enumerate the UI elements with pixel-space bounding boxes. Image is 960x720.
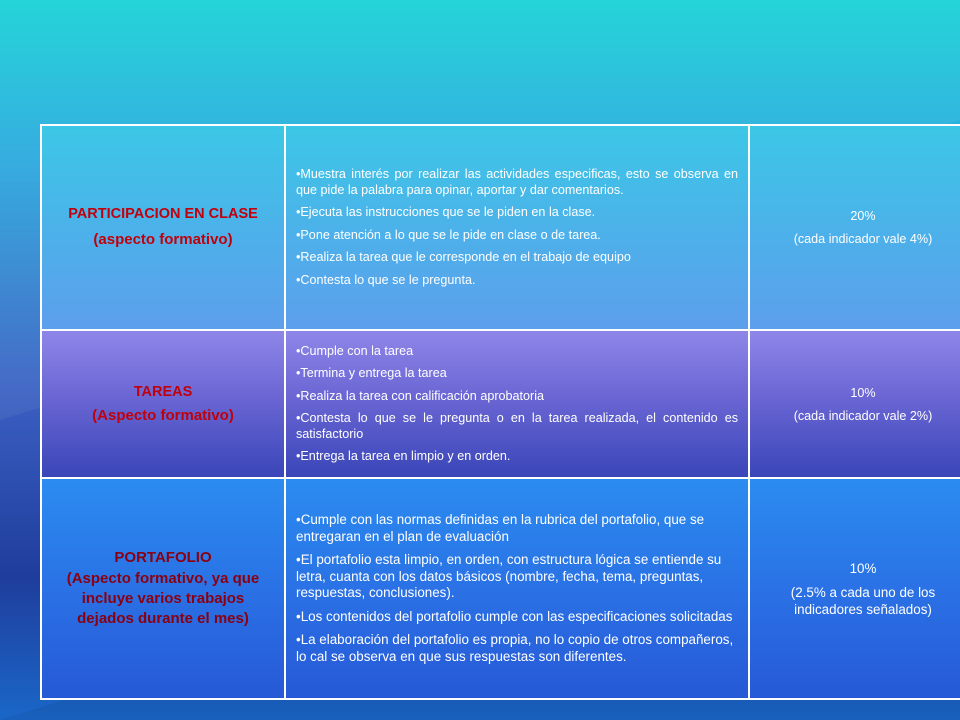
indicator-item: •El portafolio esta limpio, en orden, con estructura lógica se entiende su letra, cuanta con los datos básicos (nombre, fecha, tema, preguntas, respuestas, conclusiones).	[296, 552, 722, 600]
criterion-cell	[41, 125, 285, 330]
criterion-subtitle: (Aspecto formativo)	[92, 406, 234, 424]
criterion-title: PORTAFOLIO	[114, 549, 212, 566]
indicator-item: •Ejecuta las instrucciones que se le piden en la clase.	[296, 205, 596, 219]
indicator-item: •Contesta lo que se le pregunta o en la tarea realizada, el contenido es satisfactorio	[296, 411, 738, 441]
indicator-item: •Realiza la tarea con calificación aprobatoria	[296, 388, 545, 403]
criterion-title: TAREAS	[133, 383, 193, 400]
weight-cell	[749, 330, 960, 478]
weight-percent: 10%	[850, 385, 876, 400]
criterion-cell	[41, 330, 285, 478]
indicator-item: •Contesta lo que se le pregunta.	[296, 272, 476, 287]
weight-note: (cada indicador vale 2%)	[793, 408, 933, 423]
criterion-cell	[41, 478, 285, 699]
indicator-item: •Cumple con las normas definidas en la rubrica del portafolio, que se entregaran en el plan de evaluación	[296, 512, 705, 544]
criterion-subtitle: (Aspecto formativo, ya que incluye varios trabajos dejados durante el mes)	[66, 570, 260, 627]
indicators-cell	[285, 478, 749, 699]
weight-cell	[749, 478, 960, 699]
weight-cell	[749, 125, 960, 330]
weight-note: (cada indicador vale 4%)	[793, 232, 933, 246]
table-row-portafolio	[41, 478, 960, 699]
criterion-title: PARTICIPACION EN CLASE	[68, 206, 258, 222]
indicator-item: •Realiza la tarea que le corresponde en el trabajo de equipo	[296, 250, 631, 264]
indicator-item: •Cumple con la tarea	[296, 343, 414, 358]
table-row-participacion	[41, 125, 960, 330]
indicator-item: •Los contenidos del portafolio cumple con las especificaciones solicitadas	[296, 608, 733, 624]
indicator-item: •Termina y entrega la tarea	[296, 366, 447, 380]
weight-percent: 20%	[850, 209, 876, 223]
indicator-item: •Pone atención a lo que se le pide en clase o de tarea.	[296, 227, 601, 242]
criterion-subtitle: (aspecto formativo)	[93, 231, 233, 248]
indicators-cell	[285, 125, 749, 330]
indicators-cell	[285, 330, 749, 478]
indicator-item: •La elaboración del portafolio es propia, no lo copio de otros compañeros, lo cal se observa en que sus respuestas son diferentes.	[296, 632, 734, 664]
weight-note: (2.5% a cada uno de los indicadores señalados)	[790, 584, 936, 617]
indicator-item: •Muestra interés por realizar las actividades especificas, esto se observa en que pide la palabra para opinar, aportar y dar comentarios.	[296, 167, 738, 197]
evaluation-table	[40, 124, 960, 700]
weight-percent: 10%	[849, 560, 877, 576]
indicator-item: •Entrega la tarea en limpio y en orden.	[296, 449, 511, 463]
table-row-tareas	[41, 330, 960, 478]
